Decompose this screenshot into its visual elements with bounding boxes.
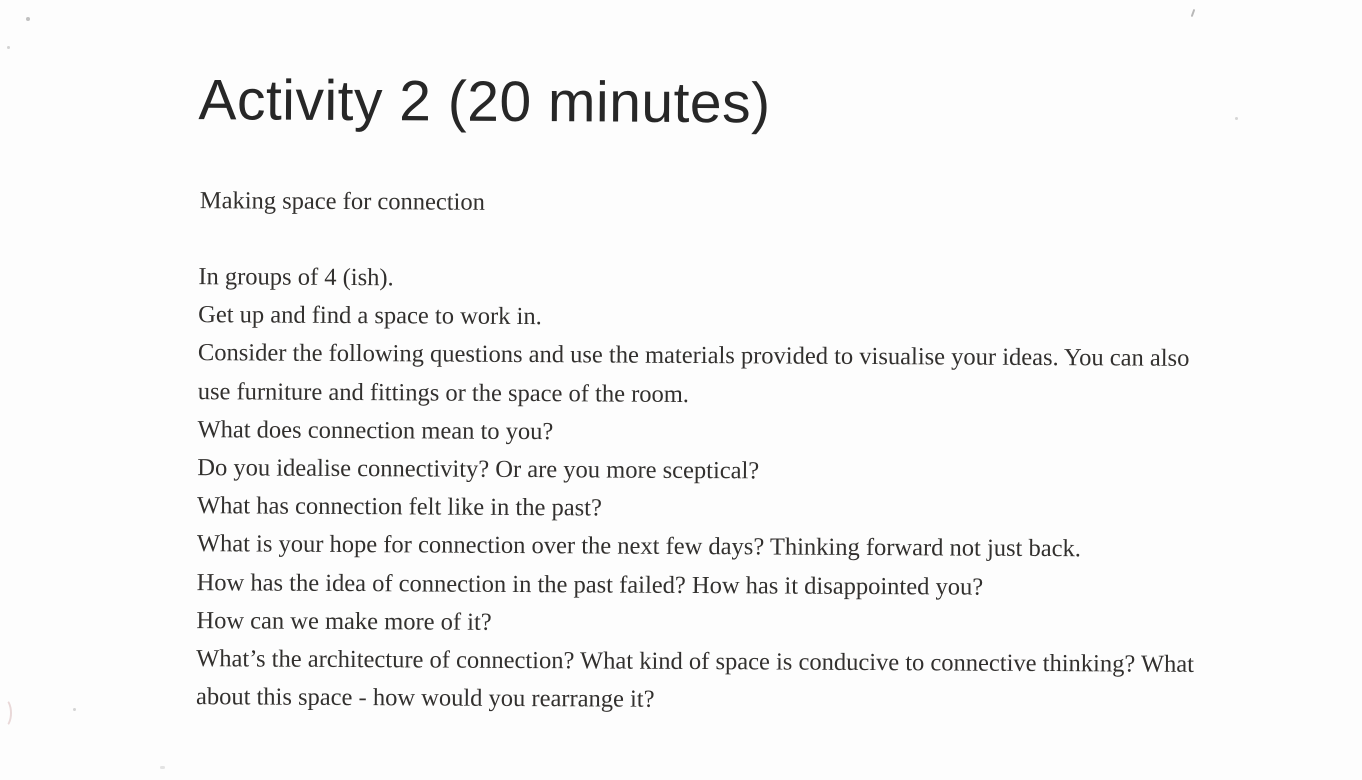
- scan-speck: [7, 46, 10, 49]
- body-line: about this space - how would you rearrange it?: [195, 683, 655, 714]
- body-line: What is your hope for connection over the next few days? Thinking forward not just back.: [196, 530, 1081, 563]
- body-line: In groups of 4 (ish).: [198, 263, 394, 292]
- body-line: Consider the following questions and use the materials provided to visualise your ideas. You can also: [197, 339, 1190, 373]
- page-title: Activity 2 (20 minutes): [198, 68, 771, 136]
- body-line: How can we make more of it?: [196, 606, 492, 636]
- page-subtitle: Making space for connection: [199, 187, 485, 216]
- body-line: use furniture and fittings or the space of the room.: [197, 377, 690, 408]
- body-line: How has the idea of connection in the past failed? How has it disappointed you?: [196, 568, 984, 601]
- scan-speck: [1235, 117, 1238, 120]
- scan-speck: [160, 766, 165, 769]
- body-text: [196, 258, 1196, 722]
- scan-speck: [26, 17, 30, 21]
- body-line: What does connection mean to you?: [197, 415, 554, 446]
- body-line: Do you idealise connectivity? Or are you more sceptical?: [197, 454, 760, 485]
- body-line: What has connection felt like in the past?: [197, 492, 602, 522]
- scan-speck: [73, 708, 76, 711]
- body-line: Get up and find a space to work in.: [198, 301, 542, 331]
- body-line: What’s the architecture of connection? What kind of space is conducive to connective thinking? What: [196, 645, 1195, 678]
